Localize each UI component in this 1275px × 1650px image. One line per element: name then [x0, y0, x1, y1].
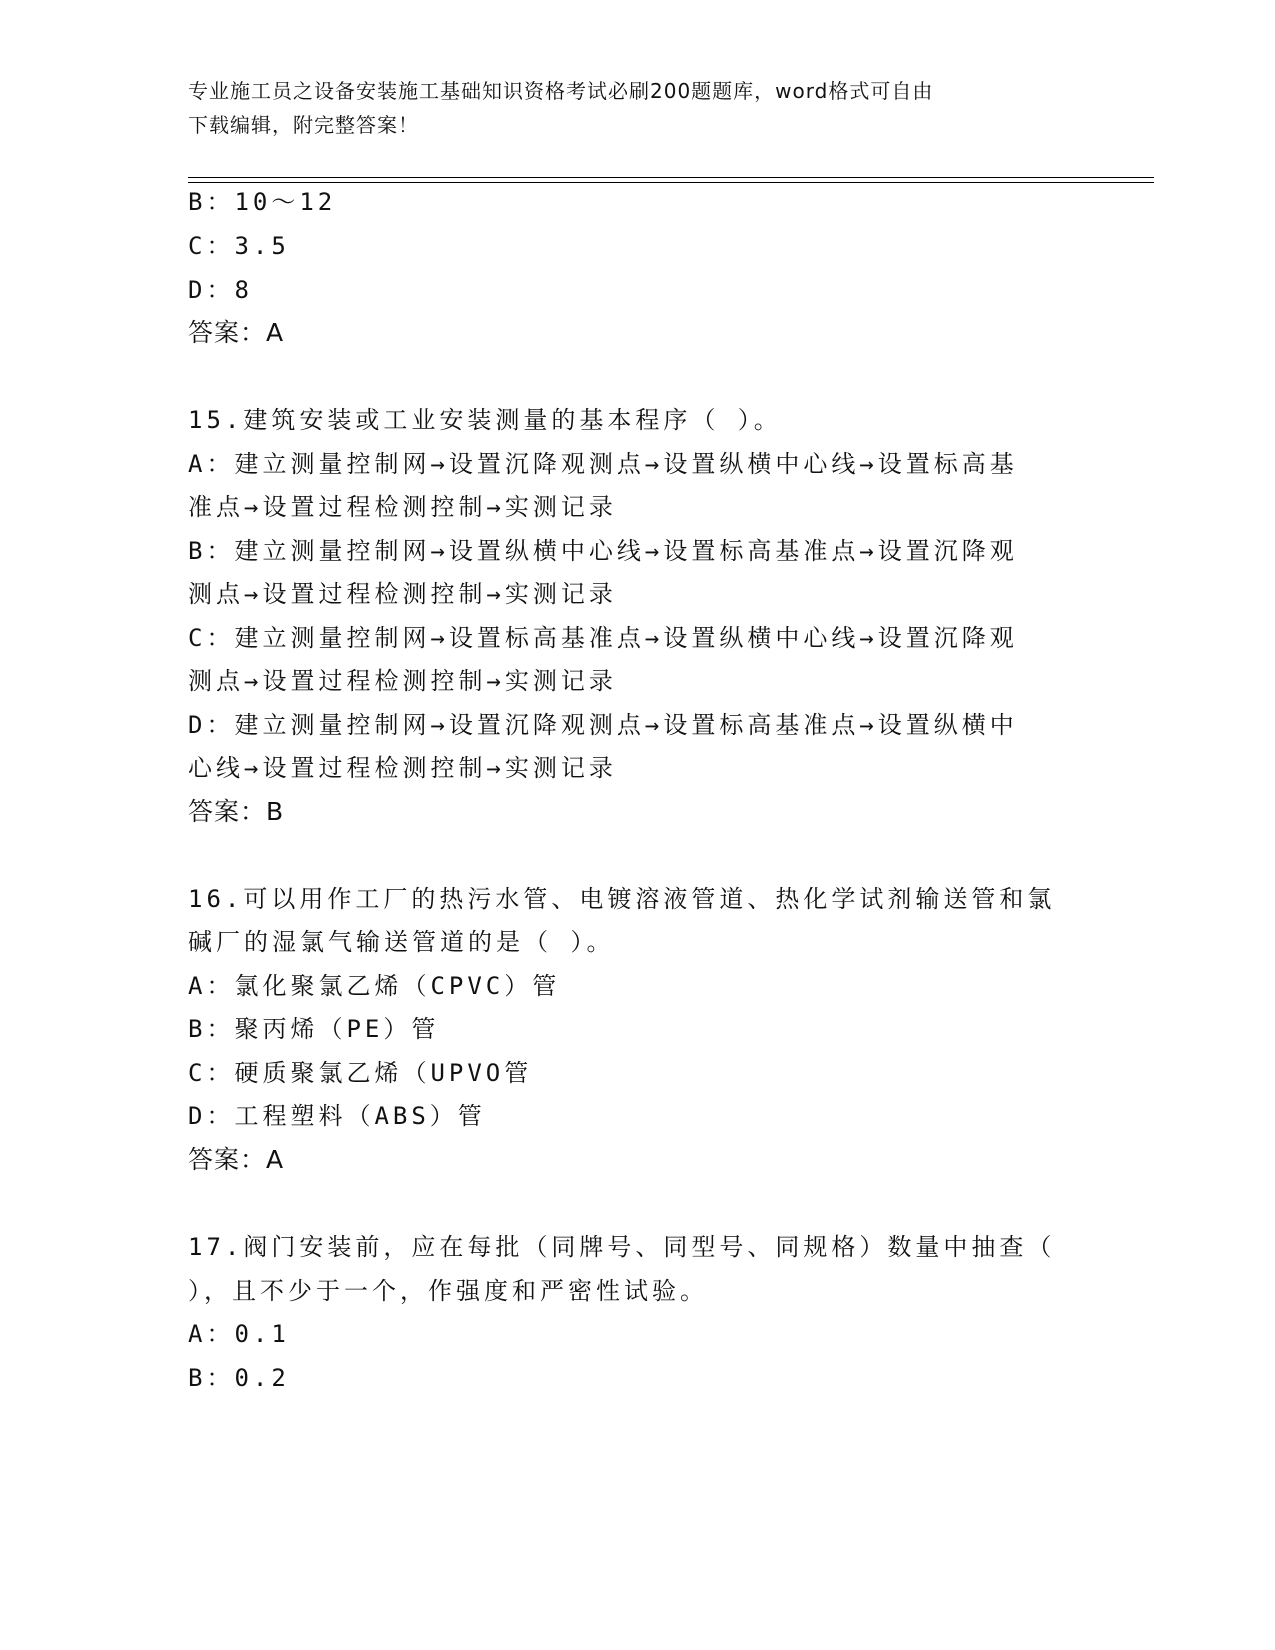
q15-option-d-line-1: D：建立测量控制网→设置沉降观测点→设置标高基准点→设置纵横中 — [188, 711, 1018, 739]
q15-stem: 15.建筑安装或工业安装测量的基本程序（ ）。 — [188, 406, 782, 434]
header-title-line-1: 专业施工员之设备安装施工基础知识资格考试必刷200题题库，word格式可自由 — [188, 79, 934, 103]
q15-option-d-line-2: 心线→设置过程检测控制→实测记录 — [188, 754, 617, 782]
q16-answer: 答案：A — [188, 1145, 285, 1174]
prev-option-d: D：8 — [188, 276, 253, 304]
q16-stem-line-1: 16.可以用作工厂的热污水管、电镀溶液管道、热化学试剂输送管和氯 — [188, 885, 1056, 913]
q16-stem-line-2: 碱厂的湿氯气输送管道的是（ ）。 — [188, 928, 615, 956]
q15-option-c-line-1: C：建立测量控制网→设置标高基准点→设置纵横中心线→设置沉降观 — [188, 624, 1018, 652]
q15-option-c-line-2: 测点→设置过程检测控制→实测记录 — [188, 667, 617, 695]
q17-stem-line-1: 17.阀门安装前，应在每批（同牌号、同型号、同规格）数量中抽查（ — [188, 1233, 1056, 1261]
q15-option-b-line-1: B：建立测量控制网→设置纵横中心线→设置标高基准点→设置沉降观 — [188, 537, 1018, 565]
q16-option-a: A：氯化聚氯乙烯（CPVC）管 — [188, 972, 561, 1000]
q17-stem-line-2: ），且不少于一个，作强度和严密性试验。 — [188, 1277, 708, 1305]
document-header — [188, 74, 1068, 142]
q16-option-d: D：工程塑料（ABS）管 — [188, 1102, 486, 1130]
prev-answer: 答案：A — [188, 318, 285, 347]
q16-option-c: C：硬质聚氯乙烯（UPVO管 — [188, 1059, 533, 1087]
prev-option-c: C：3.5 — [188, 232, 290, 260]
header-divider-top — [188, 177, 1154, 178]
prev-option-b: B：10～12 — [188, 188, 337, 216]
header-divider-bottom — [188, 182, 1154, 183]
q17-option-a: A：0.1 — [188, 1320, 290, 1348]
header-title-line-2: 下载编辑，附完整答案！ — [188, 113, 419, 137]
q15-answer: 答案：B — [188, 797, 285, 826]
q15-option-a-line-1: A：建立测量控制网→设置沉降观测点→设置纵横中心线→设置标高基 — [188, 450, 1018, 478]
q15-option-b-line-2: 测点→设置过程检测控制→实测记录 — [188, 580, 617, 608]
q16-option-b: B：聚丙烯（PE）管 — [188, 1015, 440, 1043]
q17-option-b: B：0.2 — [188, 1364, 290, 1392]
q15-option-a-line-2: 准点→设置过程检测控制→实测记录 — [188, 493, 617, 521]
